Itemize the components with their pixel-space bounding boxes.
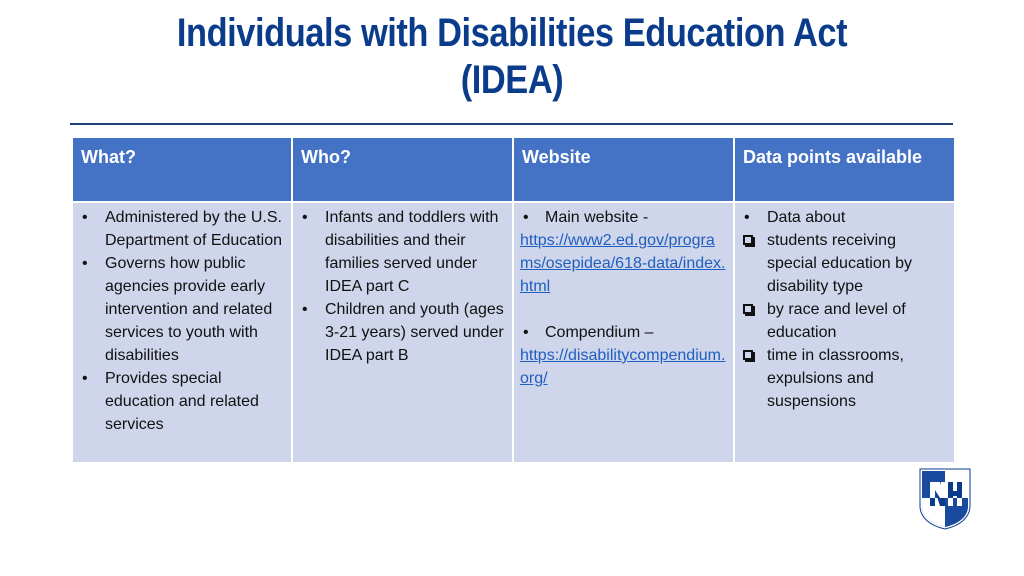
compendium-item	[520, 321, 727, 390]
list-item: • Children and youth (ages 3-21 years) served under IDEA part B	[299, 298, 506, 367]
compendium-link[interactable]: https://disabilitycompendium.org/	[520, 347, 726, 387]
cell-what	[73, 203, 291, 462]
title-line-1: Individuals with Disabilities Education Act	[176, 11, 848, 55]
list-item: • Provides special education and related services	[79, 367, 285, 436]
who-list	[299, 206, 506, 367]
main-website-label: Main website -	[545, 209, 649, 226]
bullet-icon: •	[82, 209, 88, 226]
list-item: by race and level of education	[741, 298, 948, 344]
title-divider	[70, 123, 953, 125]
checkbox-bullet-icon	[743, 235, 753, 245]
bullet-icon: •	[523, 324, 529, 341]
compendium-label: Compendium –	[545, 324, 654, 341]
cell-data-points	[735, 203, 954, 462]
list-item: time in classrooms, expulsions and suspensions	[741, 344, 948, 413]
title-line-2: (IDEA)	[460, 58, 564, 102]
bullet-icon: •	[302, 209, 308, 226]
main-website-item	[520, 206, 727, 298]
idea-table	[73, 138, 950, 462]
list-item: • Data about	[741, 206, 948, 229]
checkbox-bullet-icon	[743, 350, 753, 360]
main-website-link[interactable]: https://www2.ed.gov/programs/osepidea/618-data/index.html	[520, 232, 726, 295]
cell-website	[514, 203, 733, 462]
bullet-icon: •	[302, 301, 308, 318]
header-who: Who?	[293, 138, 512, 201]
slide-title	[72, 10, 953, 104]
data-points-list	[741, 206, 948, 413]
list-item: • Governs how public agencies provide early intervention and related services to youth with disabilities	[79, 252, 285, 367]
bullet-icon: •	[82, 370, 88, 387]
list-item: • Infants and toddlers with disabilities and their families served under IDEA part C	[299, 206, 506, 298]
bullet-icon: •	[523, 209, 529, 226]
unh-shield-logo-icon	[919, 468, 971, 530]
header-website: Website	[514, 138, 733, 201]
bullet-icon: •	[744, 209, 750, 226]
checkbox-bullet-icon	[743, 304, 753, 314]
cell-who	[293, 203, 512, 462]
list-item: • Administered by the U.S. Department of Education	[79, 206, 285, 252]
what-list	[79, 206, 285, 436]
header-what: What?	[73, 138, 291, 201]
bullet-icon: •	[82, 255, 88, 272]
header-data-points: Data points available	[735, 138, 954, 201]
list-item: students receiving special education by disability type	[741, 229, 948, 298]
